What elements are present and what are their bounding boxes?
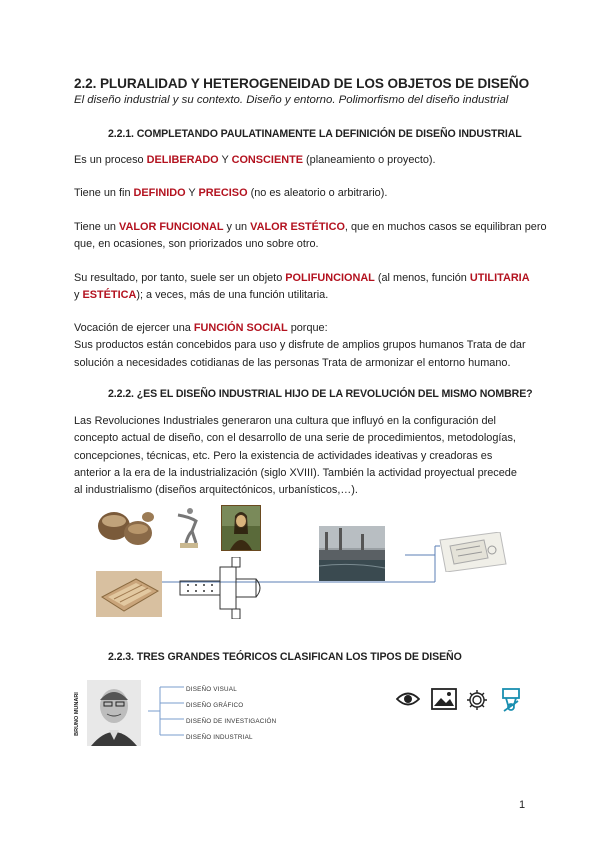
page-subtitle: El diseño industrial y su contexto. Diseño y entorno. Polimorfismo del diseño industrial — [74, 94, 509, 106]
list-item: DISEÑO VISUAL — [186, 686, 237, 693]
floor-plan-image — [176, 557, 265, 619]
keyword: CONSCIENTE — [231, 154, 303, 166]
design-types-list — [186, 682, 276, 746]
engine-piston-icon — [500, 687, 522, 718]
text: (planeamiento o proyecto). — [303, 154, 436, 166]
ancient-city-model-image — [96, 571, 162, 617]
paragraph-revoluciones — [74, 413, 517, 499]
paragraph-valor — [74, 219, 547, 254]
picture-icon — [431, 688, 457, 715]
paragraph-vocacion — [74, 320, 526, 372]
text: y un — [223, 221, 251, 233]
keyword: VALOR ESTÉTICO — [250, 221, 345, 233]
painting-image — [221, 505, 261, 551]
text: ); a veces, más de una función utilitaria. — [136, 289, 329, 302]
text-line: concepto actual de diseño, con el desarrollo de una serie de procedimientos, metodologías, — [74, 432, 516, 445]
tree-connector — [148, 684, 188, 740]
text: Y — [185, 187, 199, 199]
keyword: VALOR FUNCIONAL — [119, 221, 224, 233]
text-line: concepciones, técnicas, etc. Pero la existencia de actividades ideativas y creadoras es — [74, 449, 493, 462]
text: Tiene un fin — [74, 187, 134, 199]
keyword: UTILITARIA — [469, 272, 530, 284]
text: Vocación de ejercer una — [74, 322, 194, 334]
section-heading-2: 2.2.2. ¿ES EL DISEÑO INDUSTRIAL HIJO DE LA REVOLUCIÓN DEL MISMO NOMBRE? — [108, 388, 533, 400]
section-heading-1: 2.2.1. COMPLETANDO PAULATINAMENTE LA DEFINICIÓN DE DISEÑO INDUSTRIAL — [108, 128, 522, 140]
keyword: DEFINIDO — [133, 187, 186, 199]
gear-icon — [466, 689, 488, 716]
list-item: DISEÑO INDUSTRIAL — [186, 734, 253, 741]
text: y — [74, 289, 83, 302]
text: , que en muchos casos se equilibran pero — [344, 221, 547, 233]
text: Su resultado, por tanto, suele ser un objeto — [74, 272, 286, 284]
paragraph-resultado — [74, 270, 530, 305]
list-item: DISEÑO GRÁFICO — [186, 702, 244, 709]
text: (al menos, función — [374, 272, 470, 284]
text: (no es aleatorio o arbitrario). — [247, 187, 388, 199]
paragraph-proceso — [74, 152, 436, 169]
pottery-image — [96, 507, 154, 547]
page-title: 2.2. PLURALIDAD Y HETEROGENEIDAD DE LOS OBJETOS DE DISEÑO — [74, 76, 530, 91]
text-line: al industrialismo (diseños arquitectónicos, urbanísticos,…). — [74, 484, 358, 497]
page-number: 1 — [519, 799, 526, 811]
text-line: anterior a la era de la industrialización (siglo XVIII). También la actividad proyectual precede — [74, 466, 517, 479]
text: Tiene un — [74, 221, 120, 233]
text: Y — [218, 154, 232, 166]
sketch-image — [436, 532, 508, 572]
industrial-city-image — [319, 526, 385, 581]
keyword: FUNCIÓN SOCIAL — [193, 322, 288, 334]
keyword: POLIFUNCIONAL — [285, 272, 375, 284]
text-line: que, en ocasiones, son priorizados uno sobre otro. — [74, 238, 319, 251]
caption-text: BRUNO MUNARI — [74, 692, 80, 736]
keyword: DELIBERADO — [146, 154, 219, 166]
text-line: Las Revoluciones Industriales generaron una cultura que influyó en la configuración del — [74, 415, 496, 427]
list-item: DISEÑO DE INVESTIGACIÓN — [186, 718, 277, 725]
paragraph-fin — [74, 185, 387, 202]
section-heading-3: 2.2.3. TRES GRANDES TEÓRICOS CLASIFICAN LOS TIPOS DE DISEÑO — [108, 651, 462, 663]
statue-image — [172, 505, 202, 549]
portrait-caption — [74, 684, 84, 744]
text-line: solución a necesidades cotidianas de las personas Trata de armonizar el entorno humano. — [74, 356, 511, 369]
text: porque: — [287, 322, 328, 334]
keyword: ESTÉTICA — [82, 289, 137, 302]
eye-icon — [396, 690, 420, 713]
keyword: PRECISO — [198, 187, 248, 199]
text: Es un proceso — [74, 154, 147, 166]
munari-portrait — [87, 680, 141, 746]
text-line: Sus productos están concebidos para uso y disfrute de amplios grupos humanos Trata de dar — [74, 339, 526, 352]
